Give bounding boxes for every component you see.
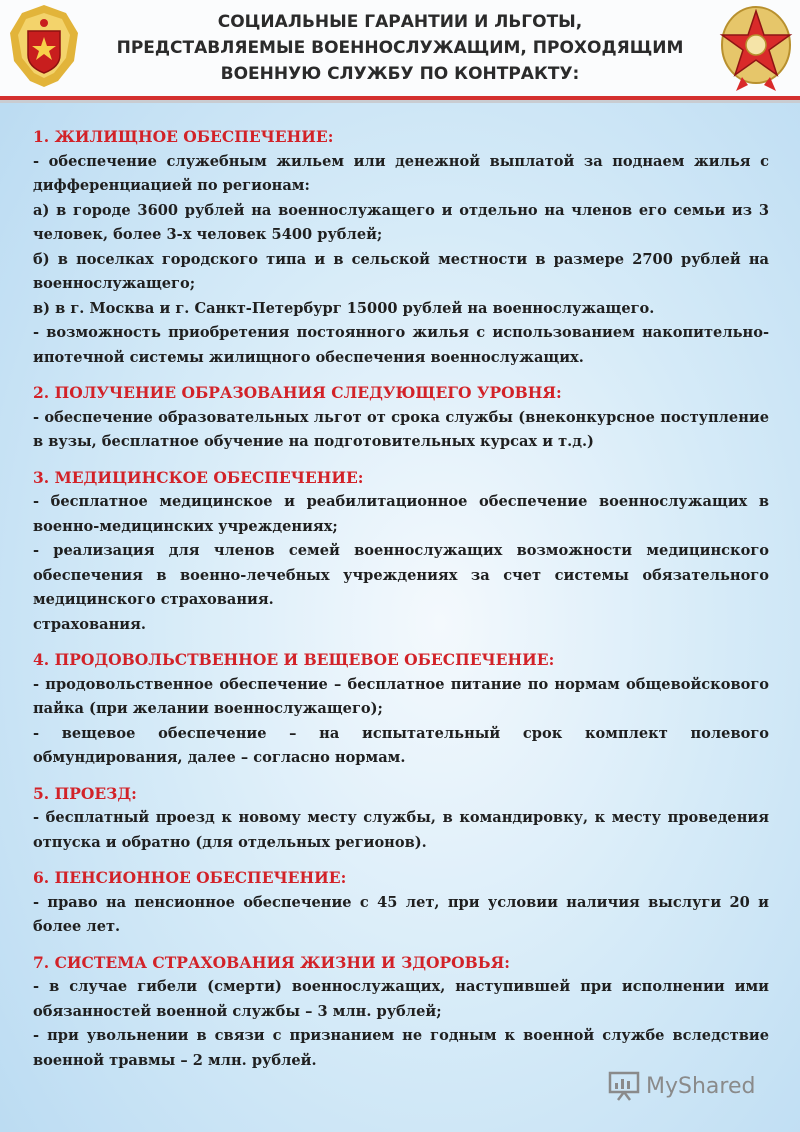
section-heading: 2. ПОЛУЧЕНИЕ ОБРАЗОВАНИЯ СЛЕДУЮЩЕГО УРОВНЯ: xyxy=(33,383,562,402)
paragraph: - обеспечение служебным жильем или денежной выплатой за поднаем жилья с дифференциацией по регионам: xyxy=(33,152,769,194)
section-heading: 3. МЕДИЦИНСКОЕ ОБЕСПЕЧЕНИЕ: xyxy=(33,467,364,487)
title-line-3: ВОЕННУЮ СЛУЖБУ ПО КОНТРАКТУ: xyxy=(220,64,580,84)
page-title xyxy=(110,9,690,87)
paragraph: - реализация для членов семей военнослужащих возможности медицинского обеспечения в военно-лечебных учреждениях за счет системы обязательного медицинского страхования. xyxy=(33,542,769,608)
header xyxy=(0,0,800,100)
paragraph: - обеспечение образовательных льгот от срока службы (внеконкурсное поступление в вузы, бесплатное обучение на подготовительных курсах и т.д.) xyxy=(33,408,769,450)
paragraph: - продовольственное обеспечение – бесплатное питание по нормам общевойскового пайка (при желании военнослужащего); xyxy=(33,675,769,717)
header-gray-stripe xyxy=(0,100,800,103)
section-medical xyxy=(33,466,769,638)
title-line-1: СОЦИАЛЬНЫЕ ГАРАНТИИ И ЛЬГОТЫ, xyxy=(217,12,583,32)
paragraph: а) в городе 3600 рублей на военнослужащего и отдельно на членов его семьи из 3 человек, более 3-х человек 5400 рублей; xyxy=(33,201,769,243)
title-line-2: ПРЕДСТАВЛЯЕМЫЕ ВОЕННОСЛУЖАЩИМ, ПРОХОДЯЩИМ xyxy=(116,38,684,58)
paragraph: в) в г. Москва и г. Санкт-Петербург 15000 рублей на военнослужащего. xyxy=(33,299,655,317)
section-travel xyxy=(33,782,769,856)
section-education xyxy=(33,381,769,455)
presentation-icon xyxy=(608,1071,640,1101)
section-heading: 7. СИСТЕМА СТРАХОВАНИЯ ЖИЗНИ И ЗДОРОВЬЯ: xyxy=(33,952,510,972)
paragraph: - вещевое обеспечение – на испытательный срок комплект полевого обмундирования, далее – согласно нормам. xyxy=(33,724,769,766)
section-heading: 5. ПРОЕЗД: xyxy=(33,783,137,803)
section-housing xyxy=(33,125,769,370)
watermark-text: MyShared xyxy=(646,1073,756,1099)
paragraph: - бесплатное медицинское и реабилитационное обеспечение военнослужащих в военно-медицинских учреждениях; xyxy=(33,493,769,535)
military-emblem-icon xyxy=(6,3,82,89)
section-pension xyxy=(33,866,769,940)
section-provisions xyxy=(33,648,769,771)
section-heading: 6. ПЕНСИОННОЕ ОБЕСПЕЧЕНИЕ: xyxy=(33,868,347,887)
paragraph: - возможность приобретения постоянного жилья с использованием накопительно-ипотечной системы жилищного обеспечения военнослужащих. xyxy=(33,324,769,366)
paragraph: страхования. xyxy=(33,615,146,633)
paragraph: - право на пенсионное обеспечение с 45 лет, при условии наличия выслуги 20 и более лет. xyxy=(33,893,769,935)
paragraph: - бесплатный проезд к новому месту службы, в командировку, к месту проведения отпуска и обратно (для отдельных регионов). xyxy=(33,809,769,851)
myshared-watermark xyxy=(608,1068,755,1104)
paragraph: - в случае гибели (смерти) военнослужащих, наступившей при исполнении ими обязанностей военной службы – 3 млн. рублей; xyxy=(33,978,769,1020)
content xyxy=(33,125,769,1084)
section-heading: 1. ЖИЛИЩНОЕ ОБЕСПЕЧЕНИЕ: xyxy=(33,127,334,146)
section-insurance xyxy=(33,951,769,1074)
order-star-icon xyxy=(716,3,796,93)
section-heading: 4. ПРОДОВОЛЬСТВЕННОЕ И ВЕЩЕВОЕ ОБЕСПЕЧЕНИЕ: xyxy=(33,650,555,669)
paragraph: б) в поселках городского типа и в сельской местности в размере 2700 рублей на военнослужащего; xyxy=(33,250,769,292)
paragraph: - при увольнении в связи с признанием не годным к военной службе вследствие военной травмы – 2 млн. рублей. xyxy=(33,1027,769,1069)
